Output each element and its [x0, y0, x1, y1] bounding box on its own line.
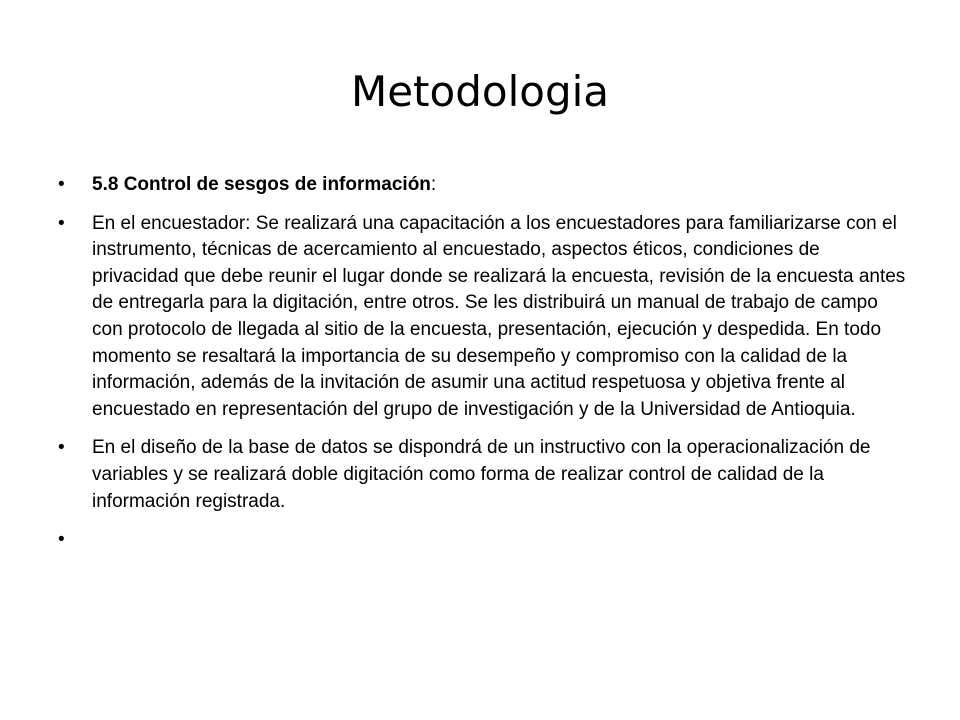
list-item: [48, 211, 908, 424]
list-item: [48, 172, 908, 199]
bullet-icon: •: [58, 174, 65, 195]
slide-title: Metodologia: [350, 67, 610, 116]
paragraph-encuestador: En el encuestador: Se realizará una capacitación a los encuestadores para familiarizarse con el instrumento, técnicas de acercamiento al encuestado, aspectos éticos, condiciones de privacidad que debe reunir el lugar donde se realizará la encuesta, revisión de la encuesta antes de entregarla para la digitación, entre otros. Se les distribuirá un manual de trabajo de campo con protocolo de llegada al sitio de la encuesta, presentación, ejecución y despedida. En todo momento se resaltará la importancia de su desempeño y compromiso con la calidad de la información, además de la invitación de asumir una actitud respetuosa y objetiva frente al encuestado en representación del grupo de investigación y de la Universidad de Antioquia.: [92, 212, 906, 420]
section-heading-colon: :: [430, 174, 437, 195]
bullet-icon: •: [58, 529, 65, 551]
bullet-list: [48, 172, 908, 551]
bullet-icon: •: [58, 437, 65, 459]
list-item: [48, 435, 908, 515]
paragraph-base-datos: En el diseño de la base de datos se dispondrá de un instructivo con la operacionalización de variables y se realizará doble digitación como forma de realizar control de calidad de la información registrada.: [92, 437, 871, 512]
bullet-icon: •: [58, 212, 65, 234]
section-heading: 5.8 Control de sesgos de información: [92, 174, 431, 195]
